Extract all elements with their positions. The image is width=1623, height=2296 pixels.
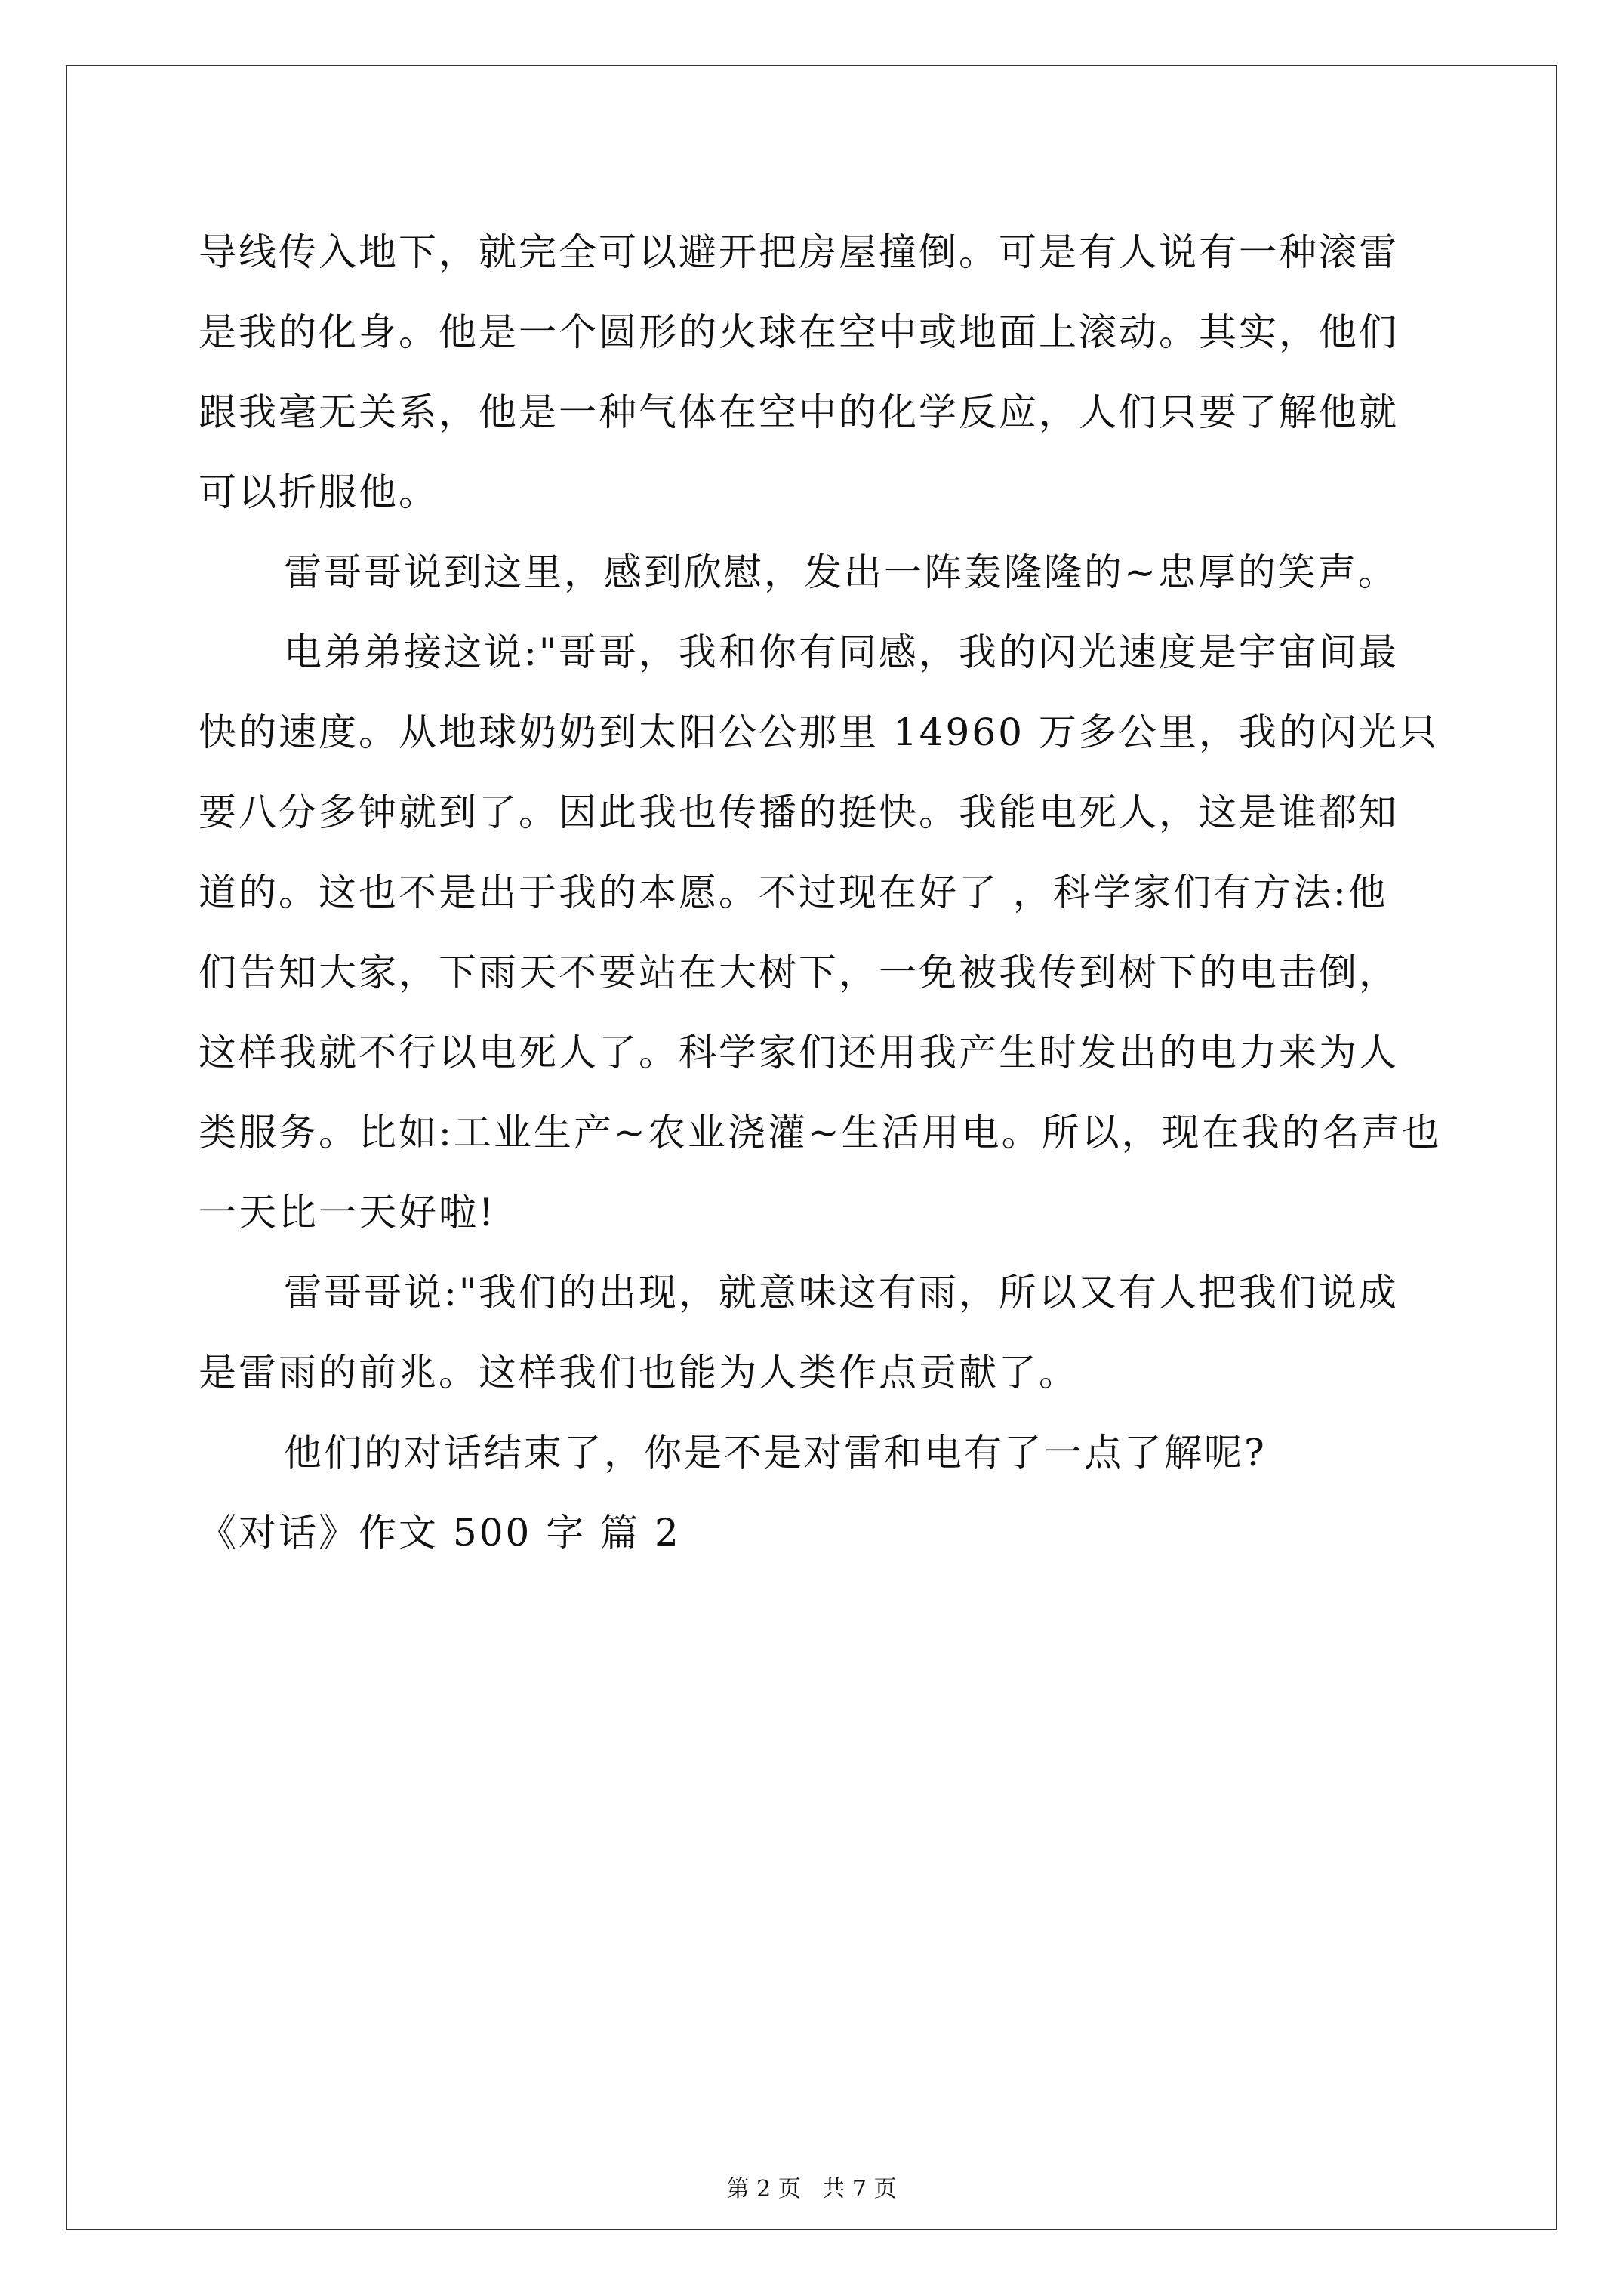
text-line: 可以折服他。 [199, 470, 439, 514]
text-line: 他们的对话结束了，你是不是对雷和电有了一点了解呢? [284, 1431, 1267, 1475]
text-line: 雷哥哥说到这里，感到欣慰，发出一阵轰隆隆的~忠厚的笑声。 [284, 550, 1398, 594]
text-line: 导线传入地下，就完全可以避开把房屋撞倒。可是有人说有一种滚雷 [199, 230, 1399, 274]
text-line: 类服务。比如:工业生产~农业浇灌~生活用电。所以，现在我的名声也 [199, 1111, 1442, 1154]
text-line: 跟我毫无关系，他是一种气体在空中的化学反应，人们只要了解他就 [199, 390, 1399, 434]
text-line: 一天比一天好啦! [199, 1191, 497, 1234]
text-line: 这样我就不行以电死人了。科学家们还用我产生时发出的电力来为人 [199, 1031, 1399, 1074]
section-heading: 《对话》作文 500 字 篇 2 [199, 1511, 681, 1555]
text-line: 们告知大家，下雨天不要站在大树下，一免被我传到树下的电击倒， [199, 951, 1399, 994]
text-line: 快的速度。从地球奶奶到太阳公公那里 14960 万多公里，我的闪光只 [199, 710, 1439, 754]
text-line: 道的。这也不是出于我的本愿。不过现在好了 ，科学家们有方法:他 [199, 871, 1388, 914]
text-line: 电弟弟接这说:"哥哥，我和你有同感，我的闪光速度是宇宙间最 [284, 630, 1399, 674]
page-footer: 第 2 页 共 7 页 [726, 2176, 897, 2202]
text-line: 要八分多钟就到了。因此我也传播的挺快。我能电死人，这是谁都知 [199, 791, 1399, 834]
text-line: 是我的化身。他是一个圆形的火球在空中或地面上滚动。其实，他们 [199, 310, 1399, 354]
text-line: 雷哥哥说:"我们的出现，就意味这有雨，所以又有人把我们说成 [284, 1271, 1399, 1314]
text-line: 是雷雨的前兆。这样我们也能为人类作点贡献了。 [199, 1351, 1079, 1395]
